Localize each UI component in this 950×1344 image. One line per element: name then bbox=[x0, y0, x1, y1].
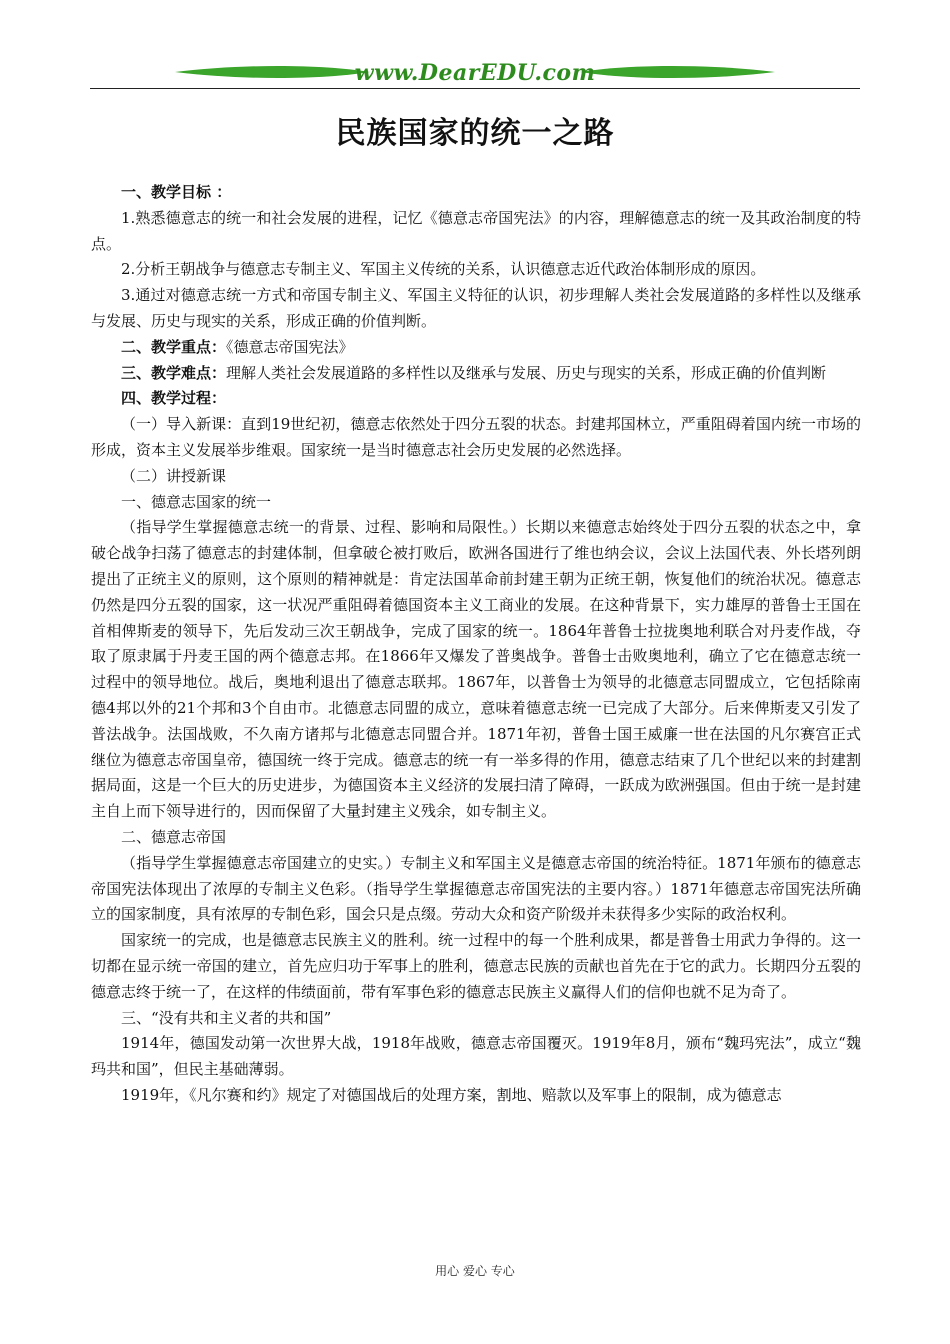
section-2-paragraph-2: 国家统一的完成，也是德意志民族主义的胜利。统一过程中的每一个胜利成果，都是普鲁士用武力争得的。这一切都在显示统一帝国的建立，首先应归功于军事上的胜利，德意志民族的贡献也首先在于它的武力。长期四分五裂的德意志终于统一了，在这样的伟绩面前，带有军事色彩的德意志民族主义赢得人们的信仰也就不足为奇了。 bbox=[91, 931, 861, 1001]
key-point-text: 《德意志帝国宪法》 bbox=[226, 337, 354, 356]
process-heading: 四、教学过程： bbox=[121, 389, 227, 408]
difficulty-label: 三、教学难点： bbox=[121, 363, 227, 382]
page-title: 民族国家的统一之路 bbox=[335, 116, 615, 151]
site-url[interactable]: www.DearEDU.com bbox=[354, 60, 596, 86]
section-3-paragraph-1: 1914年，德国发动第一次世界大战，1918年战败，德意志帝国覆灭。1919年8月，颁布“魏玛宪法”，成立“魏玛共和国”，但民主基础薄弱。 bbox=[91, 1034, 861, 1079]
difficulty bbox=[91, 361, 861, 387]
section-2-heading: 二、德意志帝国 bbox=[121, 827, 227, 846]
key-point-label: 二、教学重点： bbox=[121, 337, 227, 356]
section-3-heading: 三、“没有共和主义者的共和国” bbox=[121, 1008, 332, 1027]
document-body bbox=[91, 180, 861, 1109]
difficulty-text: 理解人类社会发展道路的多样性以及继承与发展、历史与现实的关系，形成正确的价值判断 bbox=[226, 363, 827, 382]
goal-1: 1.熟悉德意志的统一和社会发展的进程，记忆《德意志帝国宪法》的内容，理解德意志的统一及其政治制度的特点。 bbox=[91, 208, 861, 253]
section-1-paragraph: （指导学生掌握德意志统一的背景、过程、影响和局限性。）长期以来德意志始终处于四分五裂的状态之中，拿破仑战争扫荡了德意志的封建体制，但拿破仑被打败后，欧洲各国进行了维也纳会议，会议上法国代表、外长塔列朗提出了正统主义的原则，这个原则的精神就是：肯定法国革命前封建王朝为正统王朝，恢复他们的统治状况。德意志仍然是四分五裂的国家，这一状况严重阻碍着德国资本主义工商业的发展。在这种背景下，实力雄厚的普鲁士王国在首相俾斯麦的领导下，先后发动三次王朝战争，完成了国家的统一。1864年普鲁士拉拢奥地利联合对丹麦作战，夺取了原隶属于丹麦王国的两个德意志邦。在1866年又爆发了普奥战争。普鲁士击败奥地利，确立了它在德意志统一过程中的领导地位。战后，奥地利退出了德意志联邦。1867年，以普鲁士为领导的北德意志同盟成立，它包括除南德4邦以外的21个邦和3个自由市。北德意志同盟的成立，意味着德意志统一已完成了大部分。后来俾斯麦又引发了普法战争。法国战败，不久南方诸邦与北德意志同盟合并。1871年初，普鲁士国王威廉一世在法国的凡尔赛宫正式继位为德意志帝国皇帝，德国统一终于完成。德意志的统一有一举多得的作用，德意志结束了几个世纪以来的封建割据局面，这是一个巨大的历史进步，为德国资本主义经济的发展扫清了障碍，一跃成为欧洲强国。但由于统一是封建主自上而下领导进行的，因而保留了大量封建主义残余，如专制主义。 bbox=[91, 518, 861, 821]
page-footer: 用心 爱心 专心 bbox=[435, 1264, 515, 1278]
key-point bbox=[91, 335, 861, 361]
goal-2: 2.分析王朝战争与德意志专制主义、军国主义传统的关系，认识德意志近代政治体制形成的原因。 bbox=[121, 260, 766, 279]
header-divider bbox=[90, 88, 860, 89]
section-2-paragraph-1: （指导学生掌握德意志帝国建立的史实。）专制主义和军国主义是德意志帝国的统治特征。1871年颁布的德意志帝国宪法体现出了浓厚的专制主义色彩。（指导学生掌握德意志帝国宪法的主要内容。）1871年德意志帝国宪法所确立的国家制度，具有浓厚的专制色彩，国会只是点缀。劳动大众和资产阶级并未获得多少实际的政治权利。 bbox=[91, 853, 861, 924]
goal-3: 3.通过对德意志统一方式和帝国专制主义、军国主义特征的认识，初步理解人类社会发展道路的多样性以及继承与发展、历史与现实的关系，形成正确的价值判断。 bbox=[91, 286, 861, 330]
teach-heading: （二）讲授新课 bbox=[121, 466, 227, 485]
section-1-heading: 一、德意志国家的统一 bbox=[121, 492, 272, 511]
section-3-paragraph-2: 1919年，《凡尔赛和约》规定了对德国战后的处理方案，割地、赔款以及军事上的限制，成为德意志 bbox=[121, 1085, 782, 1104]
intro-paragraph: （一）导入新课：直到19世纪初，德意志依然处于四分五裂的状态。封建邦国林立，严重阻碍着国内统一市场的形成，资本主义发展举步维艰。国家统一是当时德意志社会历史发展的必然选择。 bbox=[91, 415, 861, 459]
site-header bbox=[90, 58, 860, 92]
goals-heading: 一、教学目标 ： bbox=[121, 183, 232, 201]
